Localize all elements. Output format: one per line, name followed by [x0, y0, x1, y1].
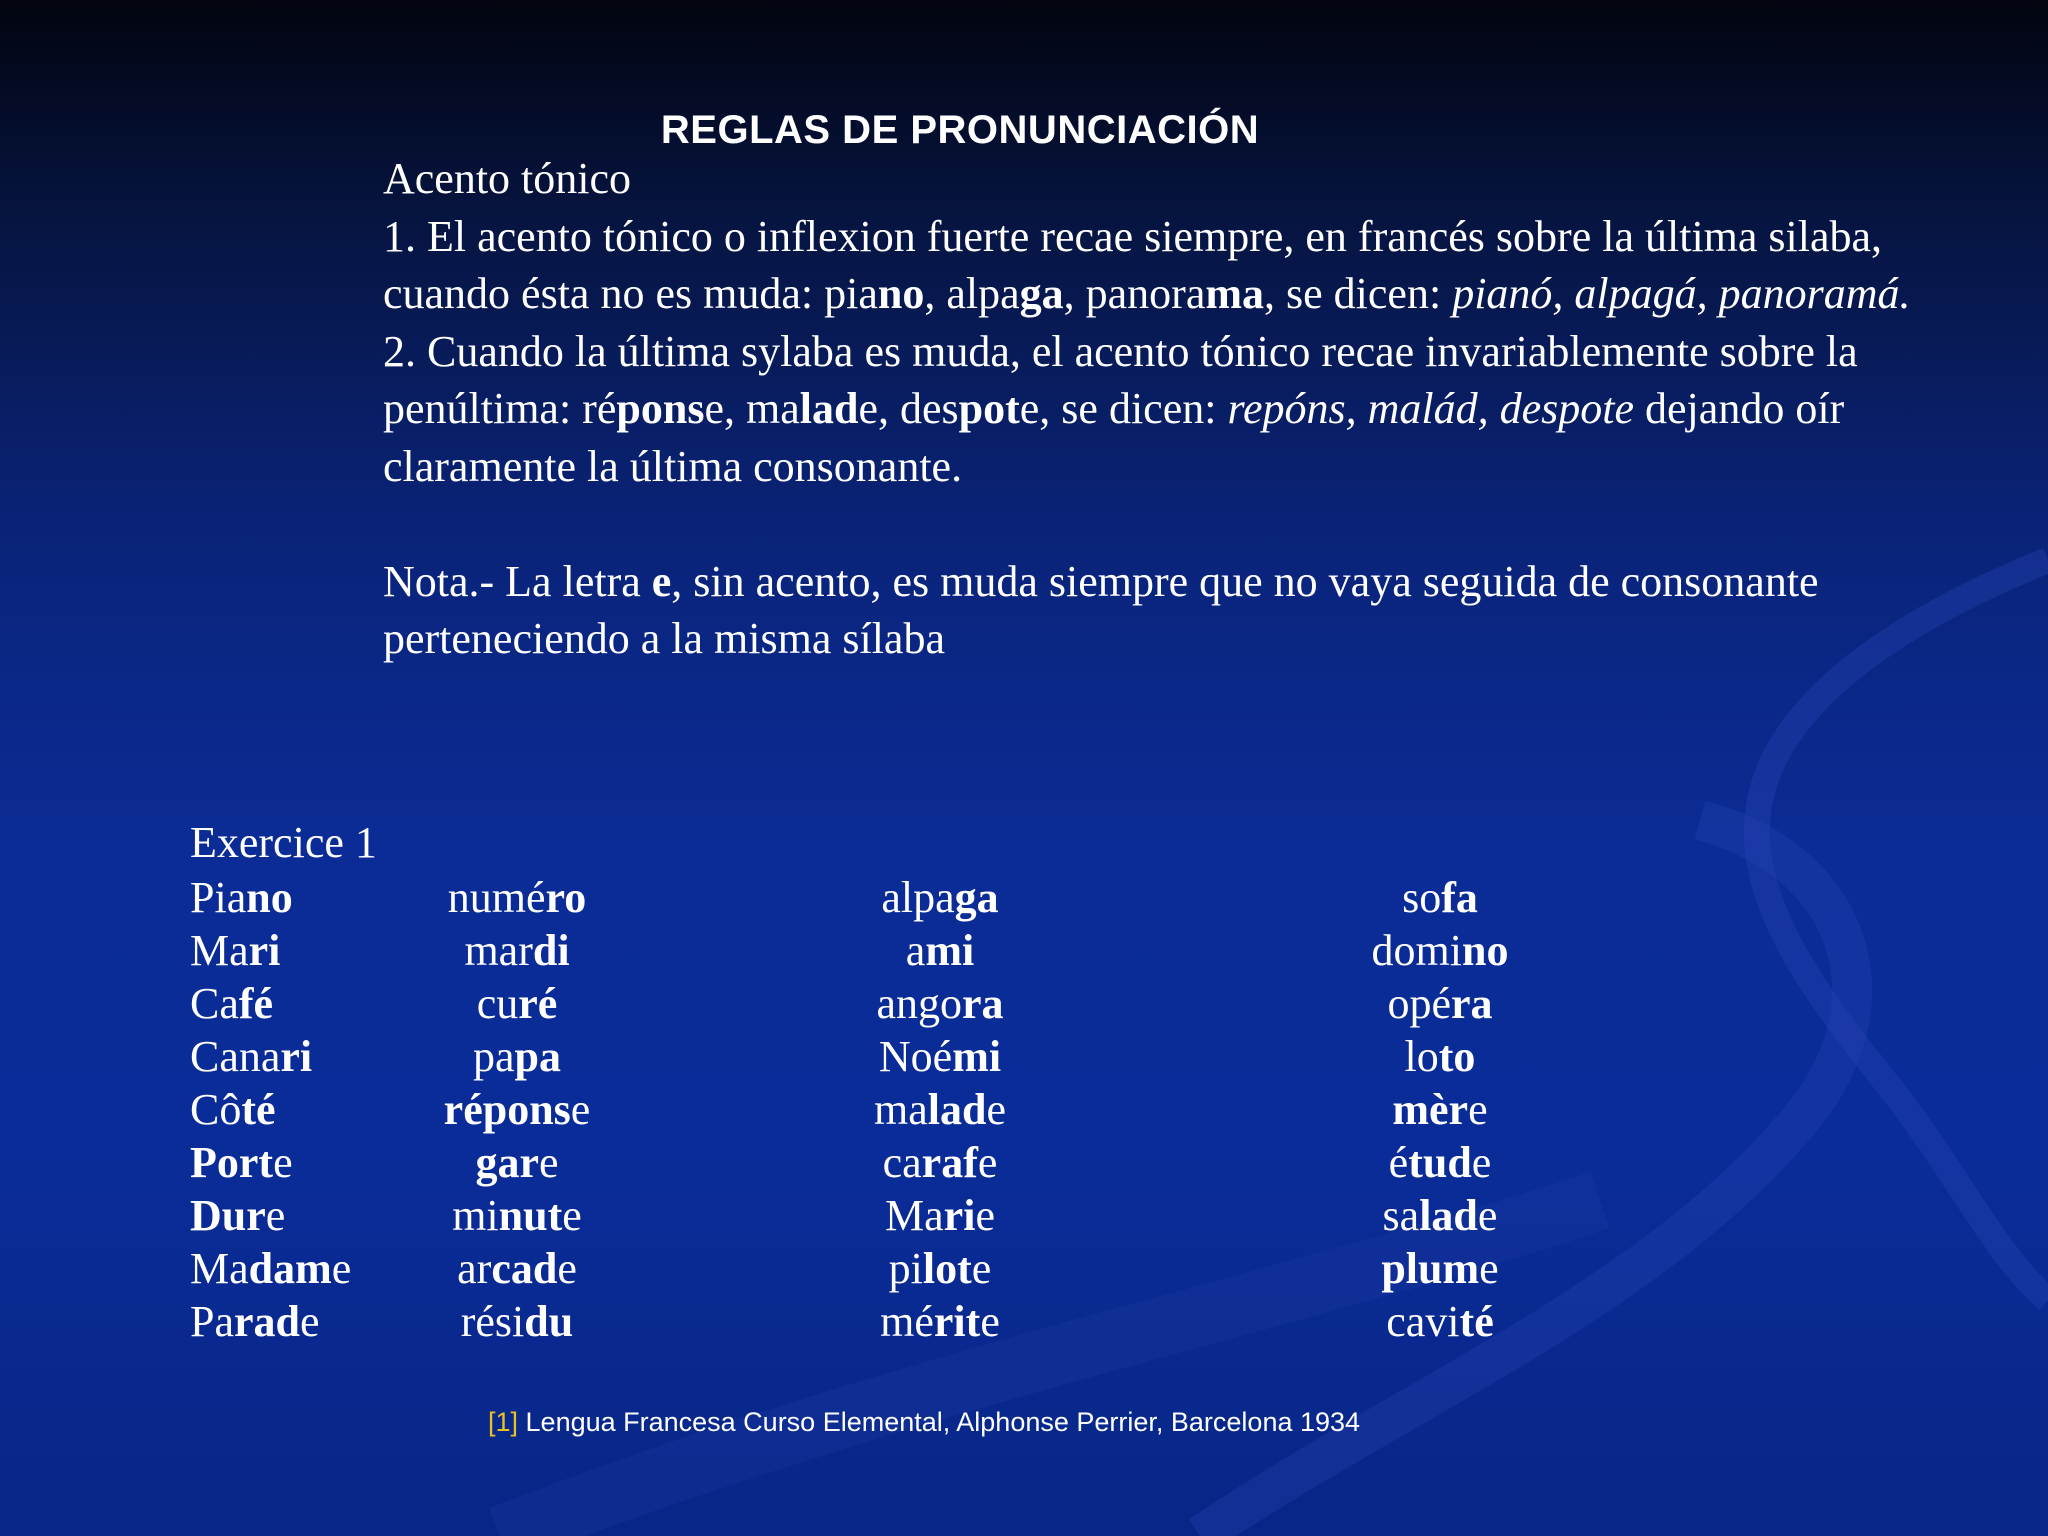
exercise-title: Exercice 1 — [190, 818, 377, 867]
exercise-word: salade — [1382, 1191, 1498, 1240]
exercise-word: Piano — [190, 873, 293, 922]
exercise-word: domino — [1371, 926, 1509, 975]
exercise-word: minute — [452, 1191, 582, 1240]
exercise-word: mardi — [464, 926, 570, 975]
rules-paragraph: Acento tónico — [383, 154, 632, 203]
footnote-ref: [1] — [488, 1407, 519, 1437]
exercise-word: cavité — [1386, 1297, 1494, 1346]
exercise-word: Parade — [190, 1297, 320, 1346]
exercise-word: mérite — [880, 1297, 1000, 1346]
exercise-word: réponse — [443, 1085, 591, 1134]
exercise-word: malade — [874, 1085, 1006, 1134]
exercise-word: Marie — [885, 1191, 995, 1240]
exercise-word: carafe — [882, 1138, 998, 1187]
exercise-word: papa — [472, 1032, 561, 1081]
exercise-word: pilote — [888, 1244, 992, 1293]
exercise-word: plume — [1381, 1244, 1499, 1293]
exercise-word: loto — [1404, 1032, 1476, 1081]
rules-paragraph: 2. Cuando la última sylaba es muda, el acento tónico recae invariablemente sobre la penúltima: réponse, malade, despote, se dicen: repóns, malád, despote dejando oír claramente la última consonante. — [383, 326, 1858, 491]
exercise-word: mère — [1392, 1085, 1488, 1134]
exercise-word: numéro — [447, 873, 587, 922]
footnote-text: Lengua Francesa Curso Elemental, Alphonse Perrier, Barcelona 1934 — [518, 1407, 1361, 1437]
exercise-word: arcade — [457, 1244, 577, 1293]
exercise-word: étude — [1388, 1138, 1492, 1187]
exercise-word: gare — [475, 1138, 559, 1187]
rules-text — [383, 150, 1943, 668]
exercise-word: ami — [905, 926, 975, 975]
exercise-word: curé — [476, 979, 558, 1028]
exercise-word: Dure — [190, 1191, 286, 1240]
exercise-word: résidu — [460, 1297, 574, 1346]
exercise-word: Canari — [190, 1032, 313, 1081]
exercise-word: Côté — [190, 1085, 276, 1134]
rules-paragraph — [383, 495, 1943, 553]
exercise-word: opéra — [1387, 979, 1493, 1028]
exercise-word: angora — [876, 979, 1004, 1028]
page-title: REGLAS DE PRONUNCIACIÓN — [660, 108, 1260, 152]
exercise-word: Mari — [190, 926, 281, 975]
exercise-word: Noémi — [878, 1032, 1002, 1081]
rules-paragraph: 1. El acento tónico o inflexion fuerte recae siempre, en francés sobre la última silaba, cuando ésta no es muda: piano, alpaga, panorama, se dicen: pianó, alpagá, panoramá. — [383, 211, 1911, 318]
exercise-word: Café — [190, 979, 274, 1028]
rules-paragraph: Nota.- La letra e, sin acento, es muda siempre que no vaya seguida de consonante perteneciendo a la misma sílaba — [383, 556, 1819, 663]
exercise-word: sofa — [1402, 873, 1478, 922]
exercise-word: Porte — [190, 1138, 293, 1187]
footnote — [488, 1407, 1360, 1438]
exercise-word: alpaga — [881, 873, 999, 922]
exercise-word: Madame — [190, 1244, 352, 1293]
